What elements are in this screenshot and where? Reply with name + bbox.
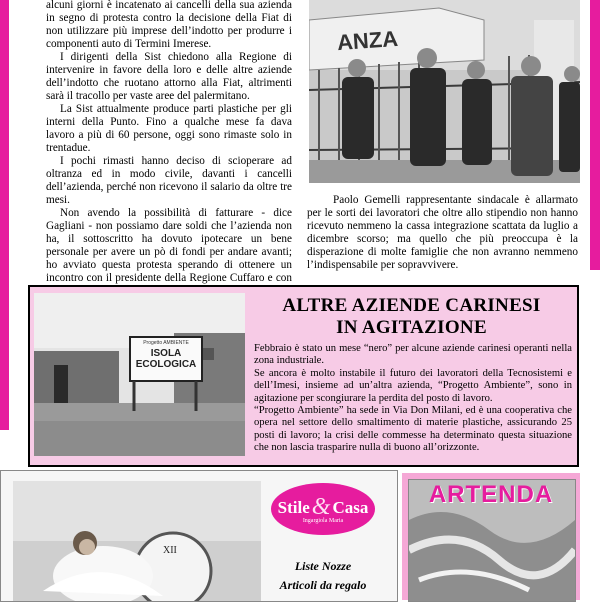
article1-paragraph: La Sist attualmente produce parti plastiche per gli interni della Punto. Fino a qualche mese fa dava lavoro a più di 60 persone, oggi sono rimaste solo in trentadue.	[46, 103, 292, 154]
bride-photo-illustration	[13, 481, 261, 601]
stile-brand-left: Stile	[277, 497, 310, 517]
sign-line2: ISOLA	[150, 348, 182, 359]
stile-casa-ad	[0, 470, 398, 602]
article2-title-line1: ALTRE AZIENDE CARINESI	[282, 295, 541, 316]
artenda-ad	[402, 473, 580, 600]
stile-brand-right: Casa	[332, 497, 369, 517]
protest-photo-illustration	[309, 0, 580, 183]
sign-line3: ECOLOGICA	[135, 359, 197, 370]
article2-title-line2: IN AGITAZIONE	[336, 317, 487, 338]
svg-text:XII: XII	[163, 545, 177, 556]
article1-paragraph: Non avendo la possibilità di fatturare - dice Gagliani - non possiamo dare soldi che l’azienda non ha, il sottoscritto ha dovuto ipotecare un bene personale per avere un pò di fondi per andare avanti; ho avviato questa protesta sperando di ottenere un incontro con il presidente della Regione Cuffaro e con	[46, 207, 292, 284]
article2-paragraph: Febbraio è stato un mese “nero” per alcune aziende carinesi operanti nella zona industriale.	[254, 343, 572, 367]
article1-text	[46, 0, 292, 324]
article1-paragraph: alcuni giorni è incatenato ai cancelli della sua azienda in segno di protesta contro la decisione della Fiat di non utilizzare più imprese dell’indotto per produrre i componenti auto di Termini Imerese.	[46, 0, 292, 50]
article2-paragraph: Se ancora è molto instabile il futuro dei lavoratori della Tecnosistemi e dell’Imesi, insieme ad un’altra azienda, “Progetto Ambiente”, sono in agitazione per scongiurare la perdita del posto di lavoro.	[254, 367, 572, 404]
bride-photo	[13, 481, 261, 601]
artenda-brand: ARTENDA	[428, 481, 554, 508]
ecological-island-illustration	[34, 293, 245, 456]
article2-box	[28, 285, 579, 467]
stile-line2: Articoli da regalo	[279, 578, 367, 592]
protest-photo-caption	[307, 194, 578, 272]
stile-casa-logo	[271, 483, 375, 535]
article2-paragraph: “Progetto Ambiente” ha sede in Via Don Milani, ed è una cooperativa che opera nel settore dello smaltimento di materie plastiche, assicurando 25 posti di lavoro; la crisi delle commesse ha determinato questa situazione che non lascia trasparire nulla di buono all’orizzonte.	[254, 405, 572, 454]
sign-line1: Progetto AMBIENTE	[143, 340, 189, 346]
stile-owner: Ingargiola Maria	[302, 518, 344, 524]
article2-title	[248, 295, 575, 339]
stile-brand-ampersand: &	[311, 494, 331, 520]
ecological-island-photo	[34, 293, 245, 456]
protest-banner-text: ANZA	[336, 25, 399, 56]
page-accent-bar-left	[0, 0, 9, 430]
article1-paragraph: I pochi rimasti hanno deciso di scioperare ad oltranza ed in modo civile, davanti i cancelli dell’azienda, perché non ricevono il salario da oltre tre mesi.	[46, 155, 292, 206]
page-accent-bar-right	[590, 0, 600, 270]
article1-paragraph: I dirigenti della Sist chiedono alla Regione di intervenire in favore della loro e delle altre aziende dell’indotto che ruotano attorno alla Fiat, altrimenti sarà il tracollo per vaste aree del palermitano.	[46, 51, 292, 102]
caption-text: Paolo Gemelli rappresentante sindacale è allarmato per le sorti dei lavoratori che oltre allo stipendio non hanno ricevuto nemmeno la cassa integrazione scattata da luglio a dicembre scorso; ma quello che più preoccupa è la disperazione di molte famiglie che non avranno nemmeno l’indispensabile per sopravvivere.	[307, 194, 578, 271]
stile-line1: Liste Nozze	[294, 559, 352, 573]
article2-text	[254, 343, 572, 455]
protest-photo	[309, 0, 580, 183]
